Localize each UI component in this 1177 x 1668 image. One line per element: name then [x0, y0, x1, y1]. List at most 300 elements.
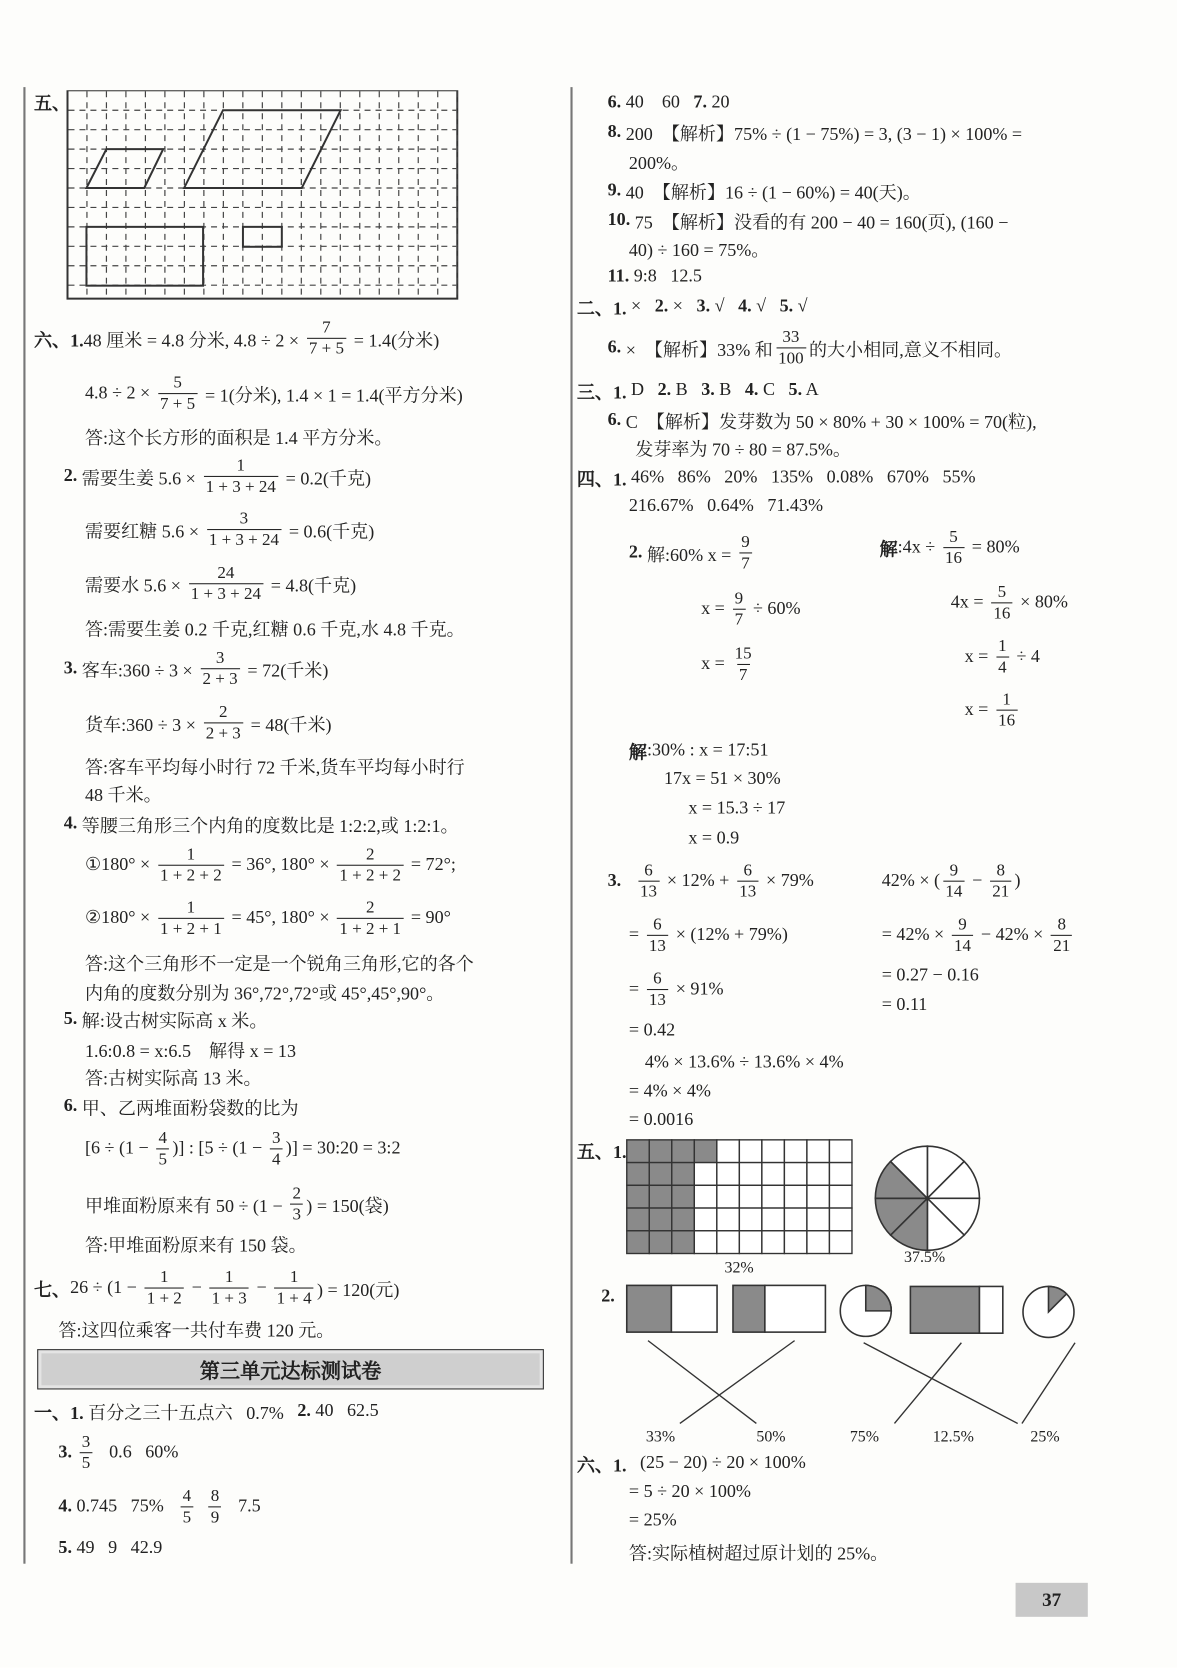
answer-line [64, 800, 459, 847]
text-segment: x = [964, 645, 993, 667]
text-segment: ÷ 60% [748, 598, 801, 619]
text-segment: 0.745 75% [71, 1495, 178, 1516]
item-number: 三、1. [576, 381, 627, 403]
answer-line [34, 314, 439, 361]
text-segment: × 【解析】33% 和 [621, 339, 773, 360]
numerator: 5 [997, 582, 1007, 601]
denominator: 1 + 3 + 24 [207, 528, 281, 549]
text-segment: 内角的度数分别为 36°,72°,72°或 45°,45°,90°。 [84, 983, 445, 1004]
numerator: 3 [239, 509, 249, 528]
answer-line [880, 524, 1020, 571]
grid-cell [649, 1163, 672, 1186]
fraction [638, 860, 659, 901]
text-segment: B [671, 379, 702, 400]
item-number: 6. [607, 408, 622, 430]
answer-line [701, 585, 800, 632]
text-segment: 40 【解析】16 ÷ (1 − 60%) = 40(天)。 [621, 182, 921, 203]
fraction-figures [574, 1126, 1105, 1445]
item-number: 四、1. [576, 469, 627, 490]
denominator: 9 [209, 1506, 222, 1527]
answer-line [85, 506, 374, 553]
fraction [158, 372, 197, 413]
item-number: 二、1. [576, 297, 627, 319]
pie-percent-label: 37.5% [904, 1249, 946, 1267]
denominator: 1 + 2 + 2 [337, 864, 403, 885]
numerator: 9 [734, 589, 744, 608]
text-segment: = 0.11 [881, 994, 928, 1015]
text-segment: 42% × ( [881, 870, 941, 891]
text-segment: x = 0.9 [688, 827, 740, 848]
matching-line [894, 1343, 961, 1424]
item-number: 五、1. [576, 1141, 627, 1162]
numerator: 6 [653, 969, 662, 988]
answer-line [34, 1387, 379, 1434]
grid-cell [627, 1208, 650, 1231]
match-label: 33% [645, 1428, 676, 1446]
text-segment: 答:实际植树超过原计划的 25%。 [628, 1542, 889, 1564]
text-segment: = 1.4(分米) [349, 329, 440, 351]
denominator: 5 [156, 1148, 169, 1169]
text-segment: x = [964, 698, 993, 720]
grid-cell [649, 1185, 672, 1208]
text-segment: [6 ÷ (1 − [84, 1137, 154, 1158]
text-segment: 4% × 13.6% ÷ 13.6% × 4% [644, 1051, 844, 1072]
grid-cell [649, 1208, 672, 1231]
grid-cell [829, 1231, 852, 1254]
denominator: 1 + 2 + 1 [337, 917, 403, 938]
text-segment: 答:需要生姜 0.2 千克,红糖 0.6 千克,水 4.8 千克。 [84, 618, 465, 639]
matching-line [1022, 1343, 1075, 1424]
text-segment: 答:甲堆面粉原来有 150 袋。 [84, 1234, 307, 1256]
text-segment: 甲堆面粉原来有 50 ÷ (1 − [84, 1195, 288, 1216]
text-segment: 0.6 60% [95, 1441, 179, 1462]
item-number: 5. [788, 379, 803, 400]
text-segment: 需要生姜 5.6 × [77, 467, 201, 489]
text-segment: − [967, 870, 987, 891]
numerator: 8 [210, 1486, 220, 1505]
item-number: 2. [628, 541, 643, 562]
grid-cell [739, 1231, 762, 1254]
grid-cell [807, 1185, 830, 1208]
denominator: 2 + 3 [204, 722, 243, 743]
fraction [996, 636, 1009, 677]
text-segment: 20 [706, 91, 730, 112]
text-segment: × (12% + 79%) [671, 924, 788, 945]
item-number: 2. [63, 465, 78, 486]
text-segment: √ [793, 295, 808, 316]
grid-cell [807, 1231, 830, 1254]
numerator: 1 [159, 1267, 169, 1286]
item-number: 5. [58, 1537, 72, 1558]
text-segment: = 45°, 180° × [227, 907, 335, 928]
fraction [943, 526, 964, 567]
numerator: 8 [996, 860, 1005, 880]
numerator: 5 [949, 527, 958, 546]
text-segment: 解:设古树实际高 x 米。 [77, 1010, 268, 1031]
text-segment: 17x = 51 × 30% [663, 768, 781, 789]
fraction [733, 643, 754, 684]
text-segment: 46% 86% 20% 135% 0.08% 670% 55% [626, 466, 976, 487]
text-segment: × [668, 295, 697, 316]
grid-cell [739, 1185, 762, 1208]
grid-cell [829, 1163, 852, 1186]
fraction [337, 897, 403, 938]
grid-cell [717, 1231, 740, 1254]
text-segment: √ [751, 295, 780, 316]
fraction [80, 1431, 93, 1472]
item-number: 11. [607, 265, 630, 286]
answer-line [629, 529, 755, 576]
numerator: 1 [224, 1267, 234, 1286]
text-segment [72, 1442, 77, 1463]
item-number: 10. [607, 209, 631, 230]
answer-line [688, 815, 739, 862]
fraction [739, 532, 752, 573]
text-segment: 发芽率为 70 ÷ 80 = 87.5%。 [635, 439, 852, 460]
numerator: 1 [998, 636, 1007, 655]
grid-cell [784, 1208, 807, 1231]
matching-line [648, 1341, 756, 1424]
text-segment: × [626, 295, 655, 316]
text-segment: 解:60% x = [642, 544, 736, 565]
text-segment: ) = 150(袋) [306, 1195, 389, 1216]
text-segment: x = [701, 598, 730, 619]
item-number: 3. [696, 295, 711, 316]
text-segment: 答:古树实际高 13 米。 [84, 1068, 262, 1089]
text-segment: ) [1014, 870, 1021, 891]
grid-cell [807, 1163, 830, 1186]
item-number: 6. [607, 336, 622, 357]
numerator: 7 [322, 318, 331, 337]
answer-line [85, 1220, 307, 1267]
answer-line [577, 283, 808, 330]
rect-blank-part [765, 1285, 826, 1332]
denominator: 1 + 4 [274, 1287, 313, 1308]
denominator: 13 [737, 880, 758, 901]
denominator: 1 + 2 + 1 [158, 917, 224, 938]
numerator: 4 [182, 1486, 192, 1505]
fraction [647, 968, 668, 1009]
item-number: 7. [693, 91, 707, 112]
denominator: 100 [776, 347, 806, 368]
denominator: 5 [181, 1506, 194, 1527]
grid-cell [627, 1140, 650, 1163]
grid-cell [649, 1140, 672, 1163]
grid-cell [672, 1231, 695, 1254]
numerator: 1 [186, 898, 196, 917]
fraction [274, 1267, 313, 1308]
grid-cell [829, 1140, 852, 1163]
text-segment: 客车:360 ÷ 3 × [77, 660, 198, 681]
grid-cell [784, 1185, 807, 1208]
text-segment: = 4.8(千克) [266, 575, 357, 596]
answer-line [64, 645, 329, 692]
fraction [337, 844, 403, 885]
text-segment: 答:这个长方形的面积是 1.4 平方分米。 [84, 427, 393, 448]
item-number: 5. [63, 1008, 78, 1029]
text-segment: 4.8 ÷ 2 × [84, 382, 155, 403]
text-segment: 75 【解析】没看的有 200 − 40 = 160(页), (160 − [630, 211, 1009, 233]
answer-line [85, 699, 332, 746]
text-segment: × 12% + [662, 870, 734, 891]
item-number: 4. [58, 1495, 72, 1516]
fraction [207, 508, 281, 549]
item-number: 5. [779, 295, 794, 316]
grid-cell [829, 1185, 852, 1208]
denominator: 14 [943, 880, 964, 901]
text-segment: 答:这四位乘客一共付车费 120 元。 [58, 1319, 335, 1341]
grid-cell [739, 1163, 762, 1186]
text-segment: = 0.6(千克) [284, 521, 375, 542]
numerator: 15 [734, 644, 752, 663]
grid-cell [672, 1140, 695, 1163]
text-segment: = 0.42 [628, 1019, 676, 1040]
grid-cell [784, 1140, 807, 1163]
text-segment: = 80% [967, 536, 1020, 557]
grid-cell [762, 1231, 785, 1254]
grid-cell [694, 1185, 717, 1208]
answer-line [64, 1082, 299, 1129]
fraction [996, 689, 1017, 730]
text-segment: )] = 30:20 = 3:2 [285, 1137, 401, 1158]
numerator: 3 [215, 648, 225, 667]
grid-cell [762, 1140, 785, 1163]
answer-line [64, 453, 371, 500]
grid-cell [717, 1163, 740, 1186]
grid-cell [672, 1208, 695, 1231]
fraction [647, 914, 668, 955]
numerator: 4 [158, 1128, 168, 1147]
text-segment: = 36°, 180° × [227, 854, 335, 875]
numerator: 9 [958, 915, 967, 934]
fraction [952, 914, 973, 955]
answer-line [965, 633, 1040, 680]
denominator: 16 [991, 602, 1012, 623]
numerator: 1 [186, 845, 196, 864]
text-segment: C 【解析】发芽数为 50 × 80% + 30 × 100% = 70(粒), [621, 411, 1037, 432]
numerator: 3 [81, 1432, 91, 1451]
fraction [209, 1486, 222, 1527]
denominator: 16 [996, 709, 1017, 730]
fraction [145, 1267, 184, 1308]
numerator: 24 [217, 563, 235, 582]
matching-line [680, 1341, 795, 1424]
match-label: 75% [849, 1428, 880, 1446]
left-margin-rule [23, 87, 25, 1564]
numerator: 6 [653, 915, 662, 934]
grid-cell [807, 1140, 830, 1163]
text-segment: 货车:360 ÷ 3 × [84, 714, 201, 735]
grid-cell [672, 1163, 695, 1186]
grid-cell [717, 1185, 740, 1208]
fraction [158, 844, 224, 885]
item-number: 9. [607, 179, 622, 200]
answer-line [882, 982, 928, 1029]
denominator: 2 + 3 [200, 668, 239, 689]
fraction [204, 455, 278, 496]
text-segment: = 5 ÷ 20 × 100% [628, 1480, 751, 1502]
text-segment: ) = 120(元) [316, 1279, 400, 1300]
text-segment: √ [710, 295, 739, 316]
rect-blank-part [979, 1286, 1002, 1333]
fraction [210, 1267, 249, 1308]
text-segment: 48 厘米 = 4.8 分米, 4.8 ÷ 2 × [83, 329, 304, 351]
numerator: 5 [173, 373, 182, 392]
denominator: 7 + 5 [158, 393, 197, 414]
denominator: 1 + 2 [145, 1287, 184, 1308]
denominator: 13 [638, 880, 659, 901]
text-segment: :30% : x = 17:51 [646, 739, 769, 760]
item-number: 六、1. [33, 329, 84, 351]
text-segment [196, 1496, 205, 1517]
text-segment: 40 62.5 [310, 1400, 379, 1421]
answer-line [629, 1528, 888, 1575]
item-number: 4. [738, 295, 752, 316]
fraction [733, 588, 746, 629]
answer-line [965, 686, 1021, 733]
answer-line [58, 1524, 162, 1571]
fraction [990, 860, 1011, 901]
unit-3-test-banner: 第三单元达标测试卷 [37, 1349, 544, 1389]
denominator: 7 [739, 552, 752, 573]
item-number: 4. [63, 812, 78, 833]
text-segment [621, 870, 635, 891]
fraction [776, 327, 806, 368]
denominator: 1 + 2 + 2 [158, 864, 224, 885]
text-segment: ①180° × [84, 854, 155, 875]
answer-line [58, 1483, 260, 1530]
match-label: 50% [756, 1428, 786, 1446]
grid-cell [784, 1163, 807, 1186]
grid-cell [672, 1185, 695, 1208]
grid-cell [762, 1163, 785, 1186]
denominator: 13 [647, 988, 668, 1009]
text-segment: − [252, 1276, 272, 1298]
denominator: 7 [737, 663, 750, 684]
text-segment: B [714, 379, 745, 400]
grid-cell [694, 1208, 717, 1231]
denominator: 5 [80, 1452, 93, 1473]
text-segment: = 1(分米), 1.4 × 1 = 1.4(平方分米) [200, 385, 463, 406]
match-label: 12.5% [932, 1428, 974, 1446]
denominator: 7 + 5 [307, 337, 346, 358]
numerator: 6 [644, 860, 653, 880]
numerator: 9 [741, 532, 750, 551]
item-number: 七、 [33, 1279, 71, 1300]
numerator: 9 [949, 860, 959, 880]
text-segment: × 91% [671, 978, 724, 999]
fraction [200, 647, 239, 688]
text-segment: 答:这个三角形不一定是一个锐角三角形,它的各个 [84, 953, 474, 974]
grid-cell [717, 1140, 740, 1163]
rect-shaded-part [733, 1285, 765, 1332]
column-divider [570, 87, 572, 1564]
text-segment: 200%。 [628, 152, 690, 173]
grid-cell [762, 1185, 785, 1208]
grid-cell [694, 1163, 717, 1186]
item-number: 2. [654, 295, 669, 316]
denominator: 4 [996, 656, 1009, 677]
answer-line [85, 1125, 401, 1172]
numerator: 1 [1002, 689, 1011, 709]
item-number: 六、1. [576, 1454, 627, 1476]
text-segment: x = 15.3 ÷ 17 [688, 797, 786, 818]
text-segment: 49 9 42.9 [71, 1537, 163, 1558]
answer-line [629, 966, 724, 1013]
grid-cell [627, 1163, 650, 1186]
answer-line [58, 1429, 178, 1476]
text-segment: = [628, 924, 644, 945]
answer-line [85, 560, 356, 607]
item-number: 2. [657, 379, 672, 400]
denominator: 4 [270, 1148, 283, 1169]
fraction [181, 1486, 194, 1527]
text-segment: 216.67% 0.64% 71.43% [628, 495, 824, 516]
text-segment: 200 【解析】75% ÷ (1 − 75%) = 3, (3 − 1) × 100% = [621, 123, 1023, 144]
fraction [204, 702, 243, 743]
item-number: 3. [607, 870, 622, 891]
numerator: 8 [1057, 915, 1066, 934]
denominator: 1 + 3 + 24 [189, 583, 263, 604]
text-segment: )] : [5 ÷ (1 − [172, 1137, 267, 1158]
text-segment: ②180° × [84, 907, 155, 928]
grid-cell [784, 1231, 807, 1254]
item-number: 解 [879, 539, 898, 560]
rect-shaded-part [910, 1286, 979, 1333]
item-number: 3. [701, 379, 715, 400]
fraction [991, 582, 1012, 623]
text-segment: = 90° [406, 907, 451, 928]
denominator: 1 + 3 + 24 [204, 475, 278, 496]
text-segment: = 4% × 4% [628, 1080, 711, 1101]
grid-cell [694, 1231, 717, 1254]
item-number: 8. [607, 121, 622, 142]
answer-line [951, 579, 1068, 626]
text-segment: :4x ÷ [897, 536, 940, 557]
matching-line [864, 1343, 1018, 1424]
text-segment: 1.6:0.8 = x:6.5 解得 x = 13 [84, 1040, 296, 1061]
item-number: 6. [63, 1095, 78, 1116]
section-label: 五、 [33, 92, 71, 114]
text-segment: 百分之三十五点六 0.7% [83, 1402, 298, 1423]
item-number: 4. [744, 379, 759, 400]
text-segment: 甲、乙两堆面粉袋数的比为 [77, 1097, 299, 1119]
section-5-label [34, 78, 70, 125]
circle-shaded-part [866, 1285, 891, 1310]
text-segment: 需要水 5.6 × [84, 575, 186, 596]
rect-shaded-part [627, 1285, 672, 1332]
text-segment: A [802, 379, 819, 400]
answer-line [629, 911, 788, 958]
numerator: 33 [782, 327, 800, 346]
grid-cell [649, 1231, 672, 1254]
fraction [1051, 914, 1072, 955]
text-segment: × 79% [761, 870, 814, 891]
text-segment: × 80% [1015, 591, 1068, 612]
text-segment: 48 千米。 [84, 784, 162, 805]
answer-line [608, 324, 1012, 371]
fraction [307, 317, 346, 358]
denominator: 14 [952, 934, 973, 955]
text-segment: = 25% [628, 1509, 677, 1530]
grid-cell [627, 1231, 650, 1254]
fraction [290, 1183, 303, 1224]
text-segment: = 0.27 − 0.16 [881, 964, 979, 985]
text-segment: = 48(千米) [246, 714, 332, 735]
answer-line [85, 894, 451, 941]
text-segment: 40 60 [621, 91, 694, 112]
text-segment: 9:8 12.5 [629, 265, 702, 286]
